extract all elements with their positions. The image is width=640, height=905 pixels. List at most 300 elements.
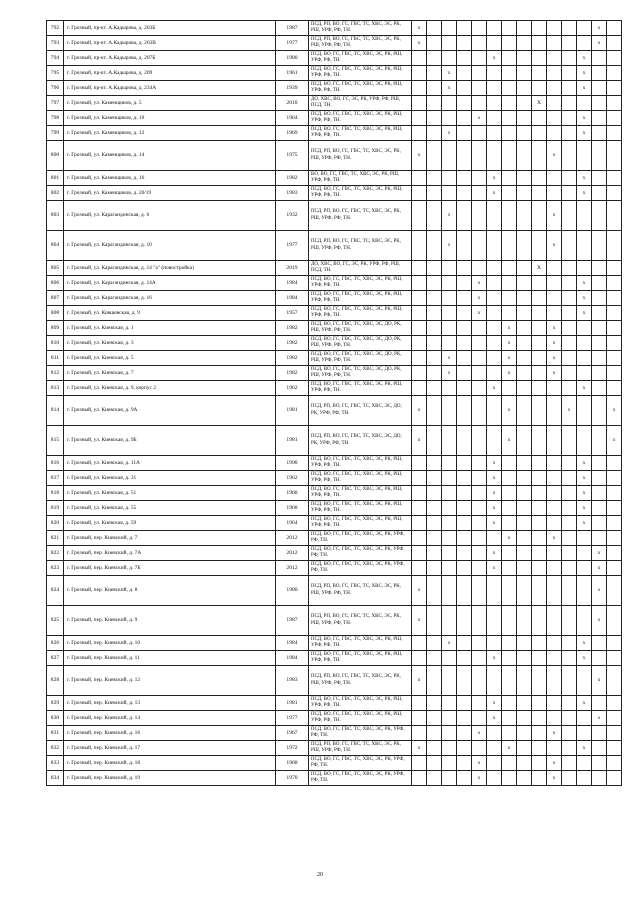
year-cell: 1984 bbox=[276, 276, 309, 291]
works-list-cell: ДО, ХВС, ВО, ГС, ЭС, РК, УРФ, РФ, РШ, ПСД, ТН. bbox=[309, 96, 412, 111]
mark-cell bbox=[607, 21, 622, 36]
mark-cell bbox=[607, 201, 622, 231]
mark-cell bbox=[607, 81, 622, 96]
mark-cell bbox=[472, 696, 487, 711]
mark-cell bbox=[517, 126, 532, 141]
row-number: 830 bbox=[47, 711, 64, 726]
mark-cell bbox=[472, 576, 487, 606]
table-row bbox=[47, 546, 622, 561]
mark-cell: х bbox=[577, 471, 592, 486]
mark-cell bbox=[517, 201, 532, 231]
address-cell: г. Грозный, пер. Киевский, д. 7А bbox=[64, 546, 276, 561]
mark-cell bbox=[427, 711, 442, 726]
mark-cell bbox=[502, 546, 517, 561]
works-list-cell: ПСД, ВО, ГС, ГВС, ТС, ХВС, ЭС, РК, РШ, УРФ, РФ, ТН. bbox=[309, 81, 412, 96]
mark-cell bbox=[517, 381, 532, 396]
table-row bbox=[47, 561, 622, 576]
mark-cell bbox=[442, 711, 457, 726]
row-number: 805 bbox=[47, 261, 64, 276]
mark-cell bbox=[502, 471, 517, 486]
mark-cell bbox=[412, 471, 427, 486]
works-list-cell: ПСД, ВО, ГС, ГВС, ТС, ХВС, ЭС, РК, РШ, УРФ, РФ, ТН. bbox=[309, 66, 412, 81]
mark-cell bbox=[472, 486, 487, 501]
mark-cell bbox=[592, 66, 607, 81]
mark-cell bbox=[562, 231, 577, 261]
row-number: 794 bbox=[47, 51, 64, 66]
mark-cell bbox=[427, 336, 442, 351]
year-cell: 1980 bbox=[276, 576, 309, 606]
address-cell: г. Грозный, пер. Киевский, д. 9 bbox=[64, 606, 276, 636]
address-cell: г. Грозный, пр-кт. А.Кадырова, д. 207Б bbox=[64, 51, 276, 66]
mark-cell bbox=[442, 36, 457, 51]
works-list-cell: ПСД, ВО, ГС, ГВС, ТС, ХВС, ЭС, РК, РШ, УРФ, РФ, ТН. bbox=[309, 501, 412, 516]
mark-cell bbox=[607, 231, 622, 261]
mark-cell bbox=[442, 651, 457, 666]
mark-cell bbox=[472, 636, 487, 651]
mark-cell bbox=[592, 771, 607, 786]
mark-cell: х bbox=[577, 651, 592, 666]
mark-cell bbox=[547, 21, 562, 36]
year-cell: 1977 bbox=[276, 711, 309, 726]
mark-cell bbox=[427, 666, 442, 696]
mark-cell bbox=[577, 231, 592, 261]
mark-cell bbox=[562, 741, 577, 756]
mark-cell bbox=[562, 516, 577, 531]
mark-cell bbox=[442, 381, 457, 396]
mark-cell bbox=[442, 291, 457, 306]
mark-cell bbox=[562, 546, 577, 561]
mark-cell bbox=[442, 186, 457, 201]
mark-cell bbox=[502, 501, 517, 516]
mark-cell bbox=[592, 366, 607, 381]
mark-cell bbox=[472, 366, 487, 381]
mark-cell bbox=[457, 336, 472, 351]
mark-cell bbox=[457, 711, 472, 726]
mark-cell bbox=[607, 741, 622, 756]
mark-cell: х bbox=[547, 321, 562, 336]
mark-cell bbox=[457, 366, 472, 381]
address-cell: г. Грозный, ул. Каменщиков, д. 10 bbox=[64, 111, 276, 126]
mark-cell bbox=[517, 636, 532, 651]
mark-cell bbox=[532, 51, 547, 66]
table-row bbox=[47, 696, 622, 711]
mark-cell: х bbox=[412, 606, 427, 636]
mark-cell bbox=[472, 546, 487, 561]
mark-cell bbox=[487, 366, 502, 381]
works-list-cell: ПСД, ВО, ГС, ГВС, ТС, ХВС, ЭС, РК, РШ, УРФ, РФ, ТН. bbox=[309, 711, 412, 726]
mark-cell bbox=[412, 651, 427, 666]
year-cell: 1964 bbox=[276, 516, 309, 531]
address-cell: г. Грозный, пер. Киевский, д. 18 bbox=[64, 756, 276, 771]
mark-cell bbox=[577, 546, 592, 561]
mark-cell bbox=[457, 126, 472, 141]
table-row bbox=[47, 126, 622, 141]
mark-cell bbox=[502, 36, 517, 51]
mark-cell bbox=[502, 291, 517, 306]
address-cell: г. Грозный, ул. Каменщиков, д. 5 bbox=[64, 96, 276, 111]
mark-cell bbox=[592, 231, 607, 261]
mark-cell bbox=[577, 666, 592, 696]
mark-cell bbox=[442, 396, 457, 426]
mark-cell bbox=[607, 141, 622, 171]
mark-cell bbox=[472, 651, 487, 666]
table-row bbox=[47, 81, 622, 96]
mark-cell: х bbox=[412, 576, 427, 606]
mark-cell bbox=[487, 606, 502, 636]
mark-cell bbox=[547, 471, 562, 486]
mark-cell: х bbox=[577, 696, 592, 711]
mark-cell bbox=[517, 36, 532, 51]
works-list-cell: ПСД, ВО, ГС, ГВС, ТС, ХВС, ЭС, РК, РШ, УРФ, РФ, ТН. bbox=[309, 186, 412, 201]
mark-cell: х bbox=[442, 126, 457, 141]
mark-cell bbox=[427, 366, 442, 381]
mark-cell bbox=[607, 666, 622, 696]
mark-cell bbox=[412, 771, 427, 786]
mark-cell bbox=[607, 726, 622, 741]
mark-cell bbox=[487, 726, 502, 741]
mark-cell bbox=[502, 576, 517, 606]
year-cell: 1983 bbox=[276, 666, 309, 696]
mark-cell bbox=[457, 51, 472, 66]
row-number: 820 bbox=[47, 516, 64, 531]
mark-cell: х bbox=[502, 426, 517, 456]
mark-cell bbox=[487, 36, 502, 51]
mark-cell bbox=[532, 696, 547, 711]
mark-cell bbox=[532, 366, 547, 381]
mark-cell: х bbox=[502, 741, 517, 756]
mark-cell bbox=[412, 501, 427, 516]
mark-cell bbox=[532, 471, 547, 486]
mark-cell bbox=[517, 576, 532, 606]
mark-cell bbox=[547, 396, 562, 426]
mark-cell bbox=[472, 471, 487, 486]
mark-cell bbox=[502, 231, 517, 261]
mark-cell bbox=[427, 51, 442, 66]
mark-cell bbox=[547, 66, 562, 81]
mark-cell bbox=[442, 561, 457, 576]
mark-cell bbox=[532, 336, 547, 351]
row-number: 798 bbox=[47, 111, 64, 126]
mark-cell bbox=[442, 741, 457, 756]
mark-cell bbox=[547, 636, 562, 651]
address-cell: г. Грозный, пер. Киевский, д. 13 bbox=[64, 696, 276, 711]
mark-cell bbox=[562, 96, 577, 111]
works-list-cell: ПСД, РП, ВО, ГС, ГВС, ТС, ХВС, ЭС, РК, РШ, УРФ, РФ, ТН. bbox=[309, 666, 412, 696]
mark-cell bbox=[502, 756, 517, 771]
mark-cell bbox=[607, 351, 622, 366]
table-row bbox=[47, 276, 622, 291]
table-row bbox=[47, 741, 622, 756]
mark-cell: х bbox=[502, 396, 517, 426]
mark-cell bbox=[442, 276, 457, 291]
year-cell: 1964 bbox=[276, 111, 309, 126]
mark-cell bbox=[517, 231, 532, 261]
mark-cell bbox=[562, 351, 577, 366]
mark-cell bbox=[532, 531, 547, 546]
mark-cell bbox=[442, 771, 457, 786]
year-cell: 1932 bbox=[276, 201, 309, 231]
table-row bbox=[47, 36, 622, 51]
mark-cell bbox=[517, 276, 532, 291]
mark-cell bbox=[427, 66, 442, 81]
mark-cell: х bbox=[577, 51, 592, 66]
address-cell: г. Грозный, ул. Киевская, д. 11А bbox=[64, 456, 276, 471]
row-number: 803 bbox=[47, 201, 64, 231]
table-row bbox=[47, 366, 622, 381]
mark-cell bbox=[502, 141, 517, 171]
mark-cell bbox=[532, 426, 547, 456]
mark-cell bbox=[487, 321, 502, 336]
mark-cell bbox=[442, 306, 457, 321]
mark-cell bbox=[607, 111, 622, 126]
mark-cell bbox=[502, 66, 517, 81]
mark-cell bbox=[472, 51, 487, 66]
mark-cell bbox=[502, 171, 517, 186]
row-number: 810 bbox=[47, 336, 64, 351]
mark-cell bbox=[592, 186, 607, 201]
mark-cell bbox=[472, 321, 487, 336]
mark-cell bbox=[502, 81, 517, 96]
mark-cell bbox=[487, 66, 502, 81]
mark-cell: х bbox=[592, 546, 607, 561]
mark-cell bbox=[412, 231, 427, 261]
mark-cell bbox=[427, 261, 442, 276]
mark-cell bbox=[442, 111, 457, 126]
mark-cell bbox=[412, 531, 427, 546]
mark-cell bbox=[412, 381, 427, 396]
mark-cell bbox=[517, 21, 532, 36]
address-cell: г. Грозный, ул. Киевская, д. 3 bbox=[64, 336, 276, 351]
mark-cell bbox=[547, 486, 562, 501]
mark-cell bbox=[562, 201, 577, 231]
mark-cell bbox=[532, 201, 547, 231]
mark-cell bbox=[487, 111, 502, 126]
table-row bbox=[47, 66, 622, 81]
mark-cell bbox=[532, 666, 547, 696]
mark-cell: х bbox=[442, 81, 457, 96]
mark-cell bbox=[487, 336, 502, 351]
mark-cell: х bbox=[412, 666, 427, 696]
year-cell: 1982 bbox=[276, 366, 309, 381]
mark-cell bbox=[412, 351, 427, 366]
mark-cell bbox=[592, 261, 607, 276]
mark-cell bbox=[412, 756, 427, 771]
mark-cell bbox=[427, 741, 442, 756]
table-row bbox=[47, 606, 622, 636]
mark-cell bbox=[607, 291, 622, 306]
mark-cell bbox=[532, 111, 547, 126]
mark-cell bbox=[412, 276, 427, 291]
address-cell: г. Грозный, ул. Ковшевская, д. 9 bbox=[64, 306, 276, 321]
mark-cell bbox=[502, 771, 517, 786]
table-row bbox=[47, 96, 622, 111]
row-number: 831 bbox=[47, 726, 64, 741]
row-number: 799 bbox=[47, 126, 64, 141]
mark-cell bbox=[532, 66, 547, 81]
mark-cell bbox=[427, 771, 442, 786]
mark-cell bbox=[577, 96, 592, 111]
mark-cell bbox=[607, 336, 622, 351]
mark-cell: х bbox=[502, 321, 517, 336]
row-number: 800 bbox=[47, 141, 64, 171]
mark-cell bbox=[427, 201, 442, 231]
year-cell: 1981 bbox=[276, 696, 309, 711]
mark-cell bbox=[592, 756, 607, 771]
mark-cell: х bbox=[547, 756, 562, 771]
mark-cell bbox=[592, 651, 607, 666]
mark-cell bbox=[547, 711, 562, 726]
year-cell: 1987 bbox=[276, 606, 309, 636]
mark-cell bbox=[457, 651, 472, 666]
year-cell: 2012 bbox=[276, 531, 309, 546]
mark-cell bbox=[412, 486, 427, 501]
mark-cell bbox=[427, 186, 442, 201]
mark-cell bbox=[547, 306, 562, 321]
mark-cell bbox=[592, 426, 607, 456]
address-cell: г. Грозный, пер. Киевский, д. 17 bbox=[64, 741, 276, 756]
mark-cell bbox=[457, 171, 472, 186]
mark-cell bbox=[577, 756, 592, 771]
mark-cell bbox=[607, 36, 622, 51]
mark-cell bbox=[547, 186, 562, 201]
mark-cell: х bbox=[412, 36, 427, 51]
mark-cell bbox=[472, 81, 487, 96]
mark-cell: х bbox=[487, 501, 502, 516]
row-number: 795 bbox=[47, 66, 64, 81]
table-row bbox=[47, 636, 622, 651]
works-list-cell: ВО, ВО, ГС, ГВС, ТС, ХВС, ЭС, РК, РШ, УРФ, РФ, ТН. bbox=[309, 171, 412, 186]
mark-cell bbox=[502, 201, 517, 231]
mark-cell bbox=[442, 516, 457, 531]
mark-cell bbox=[592, 201, 607, 231]
mark-cell bbox=[427, 696, 442, 711]
mark-cell bbox=[517, 396, 532, 426]
mark-cell bbox=[457, 66, 472, 81]
works-list-cell: ПСД, ВО, ГС, ГВС, ТС, ХВС, ЭС, РК, РШ, УРФ, РФ, ТН. bbox=[309, 636, 412, 651]
mark-cell bbox=[592, 276, 607, 291]
mark-cell bbox=[607, 576, 622, 606]
address-cell: г. Грозный, пер. Киевский, д. 10 bbox=[64, 636, 276, 651]
mark-cell bbox=[427, 291, 442, 306]
row-number: 828 bbox=[47, 666, 64, 696]
mark-cell: х bbox=[577, 66, 592, 81]
mark-cell bbox=[457, 741, 472, 756]
row-number: 802 bbox=[47, 186, 64, 201]
year-cell: 1968 bbox=[276, 756, 309, 771]
mark-cell bbox=[532, 231, 547, 261]
table-row bbox=[47, 516, 622, 531]
mark-cell bbox=[412, 516, 427, 531]
mark-cell bbox=[487, 396, 502, 426]
mark-cell bbox=[607, 276, 622, 291]
mark-cell bbox=[592, 396, 607, 426]
mark-cell bbox=[592, 141, 607, 171]
mark-cell bbox=[517, 546, 532, 561]
mark-cell bbox=[562, 606, 577, 636]
mark-cell bbox=[487, 126, 502, 141]
mark-cell bbox=[562, 171, 577, 186]
row-number: 821 bbox=[47, 531, 64, 546]
works-list-cell: ПСД, РП, ВО, ГС, ГВС, ТС, ХВС, ЭС, РК, РШ, УРФ, РФ, ТН. bbox=[309, 21, 412, 36]
mark-cell: х bbox=[577, 126, 592, 141]
mark-cell: х bbox=[577, 381, 592, 396]
address-cell: г. Грозный, ул. Каменщиков, д. 20/19 bbox=[64, 186, 276, 201]
mark-cell: х bbox=[577, 171, 592, 186]
mark-cell: х bbox=[577, 456, 592, 471]
mark-cell bbox=[607, 321, 622, 336]
mark-cell bbox=[547, 426, 562, 456]
mark-cell bbox=[577, 321, 592, 336]
works-list-cell: ПСД, РП, ВО, ГС, ГВС, ТС, ХВС, ЭС, РК, РШ, УРФ, РФ, ТН. bbox=[309, 36, 412, 51]
mark-cell bbox=[517, 561, 532, 576]
mark-cell bbox=[532, 501, 547, 516]
year-cell: 1982 bbox=[276, 171, 309, 186]
mark-cell bbox=[517, 516, 532, 531]
address-cell: г. Грозный, пр-кт. А.Кадырова, д. 209 bbox=[64, 66, 276, 81]
year-cell: 1984 bbox=[276, 636, 309, 651]
mark-cell: х bbox=[472, 291, 487, 306]
mark-cell bbox=[592, 126, 607, 141]
row-number: 833 bbox=[47, 756, 64, 771]
mark-cell bbox=[577, 36, 592, 51]
year-cell: 1957 bbox=[276, 306, 309, 321]
mark-cell bbox=[577, 531, 592, 546]
mark-cell bbox=[442, 606, 457, 636]
mark-cell bbox=[457, 516, 472, 531]
mark-cell bbox=[427, 501, 442, 516]
mark-cell bbox=[547, 36, 562, 51]
mark-cell bbox=[517, 471, 532, 486]
mark-cell bbox=[442, 321, 457, 336]
address-cell: г. Грозный, пер. Киевский, д. 11 bbox=[64, 651, 276, 666]
mark-cell bbox=[517, 261, 532, 276]
mark-cell bbox=[532, 396, 547, 426]
row-number: 822 bbox=[47, 546, 64, 561]
mark-cell bbox=[502, 606, 517, 636]
year-cell: 1968 bbox=[276, 501, 309, 516]
table-body bbox=[47, 21, 622, 786]
mark-cell bbox=[607, 186, 622, 201]
mark-cell bbox=[472, 141, 487, 171]
mark-cell: х bbox=[577, 741, 592, 756]
table-row bbox=[47, 321, 622, 336]
mark-cell bbox=[487, 741, 502, 756]
address-cell: г. Грозный, ул. Карагандинская, д. 10 bbox=[64, 231, 276, 261]
mark-cell bbox=[487, 531, 502, 546]
table-row bbox=[47, 426, 622, 456]
mark-cell bbox=[472, 531, 487, 546]
mark-cell bbox=[517, 81, 532, 96]
row-number: 818 bbox=[47, 486, 64, 501]
mark-cell bbox=[412, 546, 427, 561]
mark-cell bbox=[457, 201, 472, 231]
mark-cell bbox=[532, 576, 547, 606]
mark-cell: х bbox=[472, 726, 487, 741]
mark-cell bbox=[532, 771, 547, 786]
mark-cell bbox=[502, 96, 517, 111]
year-cell: 1980 bbox=[276, 51, 309, 66]
mark-cell bbox=[457, 186, 472, 201]
table-row bbox=[47, 261, 622, 276]
mark-cell bbox=[472, 36, 487, 51]
mark-cell: х bbox=[547, 531, 562, 546]
mark-cell bbox=[577, 396, 592, 426]
works-list-cell: ПСД, ВО, ГС, ГВС, ТС, ХВС, ЭС, РК, РШ, УРФ, РФ, ТН. bbox=[309, 486, 412, 501]
mark-cell bbox=[562, 456, 577, 471]
mark-cell bbox=[547, 96, 562, 111]
table-row bbox=[47, 396, 622, 426]
mark-cell bbox=[442, 336, 457, 351]
